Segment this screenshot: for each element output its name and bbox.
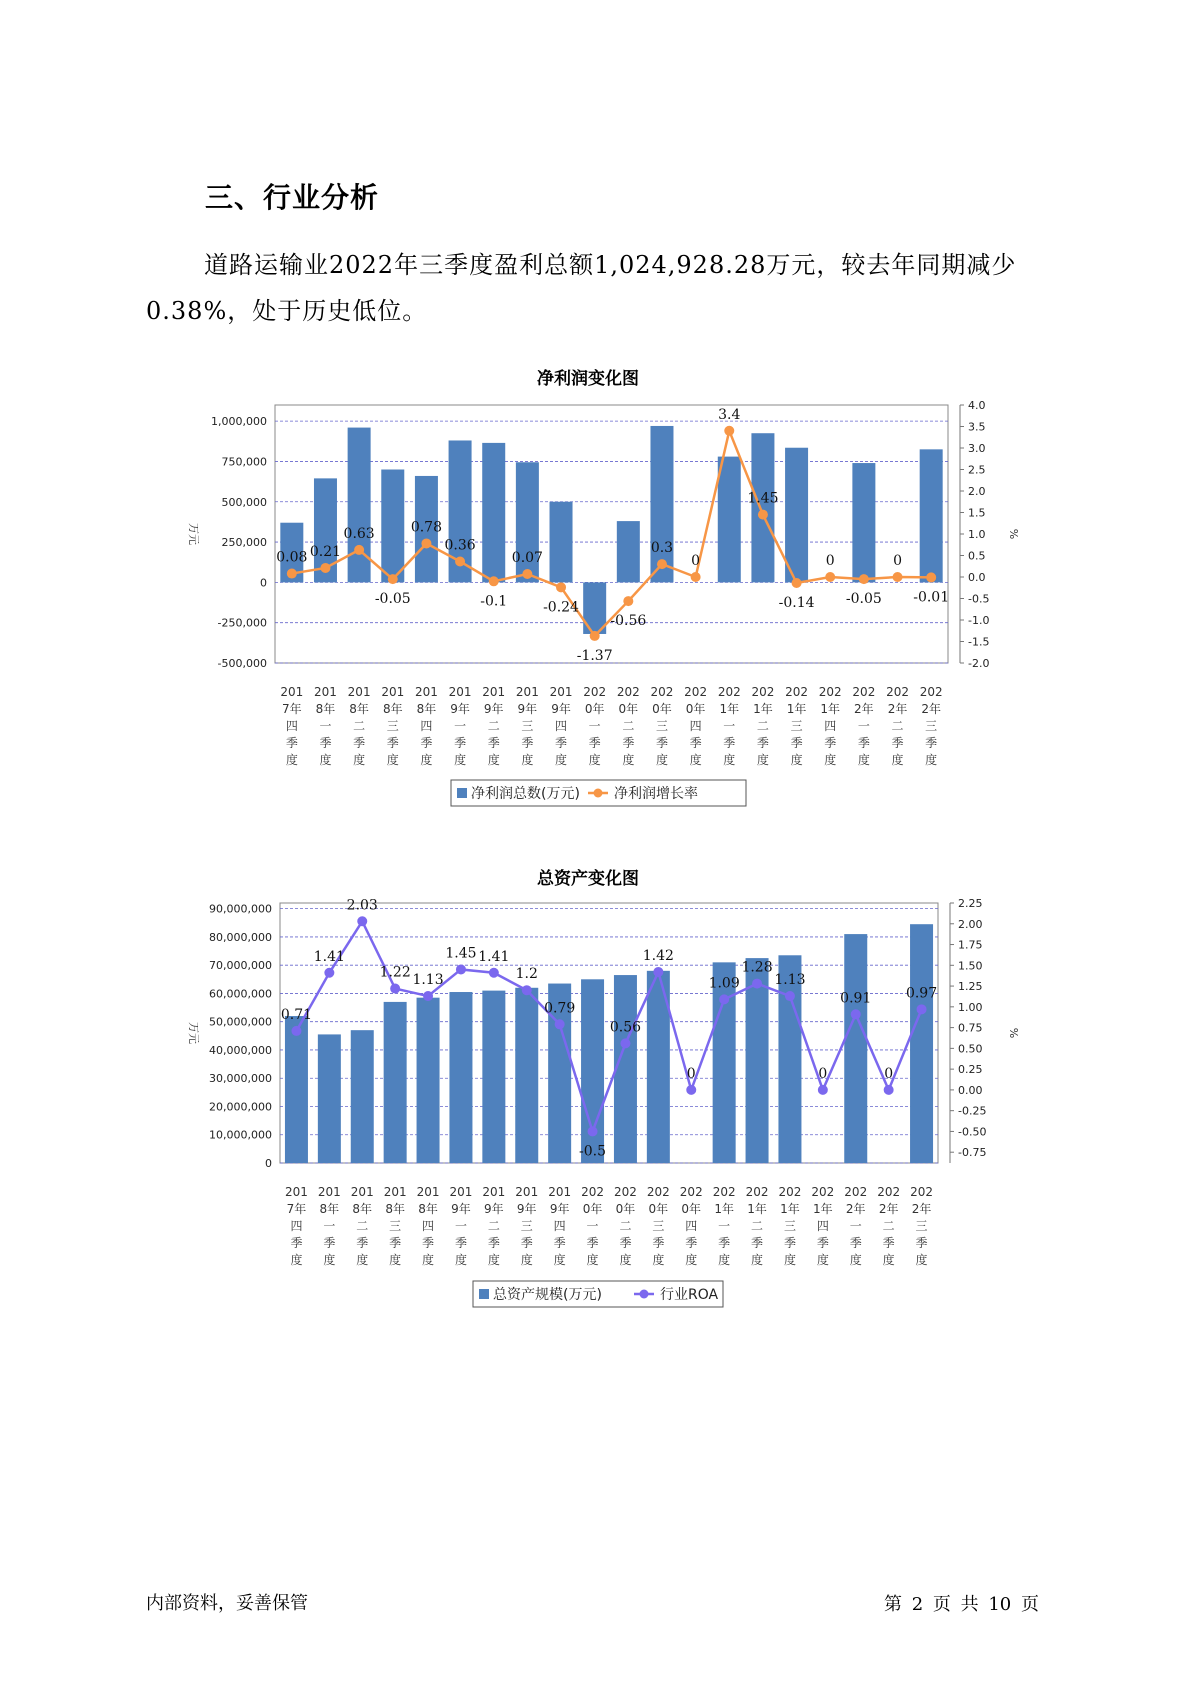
y2-tick-label: 2.0 xyxy=(968,485,986,498)
legend-line-label: 行业ROA xyxy=(660,1287,719,1303)
y2-tick-label: 3.0 xyxy=(968,442,986,455)
data-label: 0.21 xyxy=(309,543,342,560)
y-tick-label: 30,000,000 xyxy=(209,1072,272,1086)
x-tick-label: 201 9年三季度 xyxy=(515,685,539,767)
y-tick-label: 20,000,000 xyxy=(209,1100,272,1114)
data-label: -0.5 xyxy=(579,1143,607,1160)
bar xyxy=(713,962,736,1163)
y-tick-label: 90,000,000 xyxy=(209,902,272,916)
line-point xyxy=(324,968,334,978)
data-label: 0.56 xyxy=(609,1019,642,1036)
y2-axis-label: % xyxy=(1007,528,1020,540)
line-point xyxy=(489,968,499,978)
data-label: 0.71 xyxy=(280,1006,313,1023)
x-tick-label: 202 0年二季度 xyxy=(613,1185,637,1267)
x-tick-label: 202 0年一季度 xyxy=(583,685,607,767)
x-tick-label: 201 9年一季度 xyxy=(449,1185,473,1267)
x-tick-label: 202 1年四季度 xyxy=(818,685,842,767)
legend-bar-label: 总资产规模(万元) xyxy=(493,1287,602,1303)
x-tick-label: 201 9年四季度 xyxy=(549,685,573,767)
y-tick-label: 250,000 xyxy=(221,536,267,550)
y2-tick-label: 3.5 xyxy=(968,420,986,434)
y2-tick-label: 0.5 xyxy=(968,549,986,563)
data-label: 1.09 xyxy=(708,975,740,992)
x-tick-label: 202 2年二季度 xyxy=(877,1185,901,1267)
x-tick-label: 202 2年二季度 xyxy=(886,685,909,767)
x-tick-label: 201 8年四季度 xyxy=(416,1185,440,1267)
x-tick-label: 202 0年二季度 xyxy=(616,685,640,767)
y2-tick-label: 0.00 xyxy=(958,1083,983,1097)
y2-tick-label: -2.0 xyxy=(968,657,990,670)
x-tick-label: 202 1年三季度 xyxy=(778,1185,802,1267)
bar xyxy=(910,924,933,1163)
y2-tick-label: 0.75 xyxy=(958,1021,983,1035)
data-label: -0.05 xyxy=(374,591,411,608)
y2-tick-label: 1.00 xyxy=(958,1000,983,1014)
data-label: 0 xyxy=(884,1065,894,1082)
data-label: -0.14 xyxy=(778,595,815,612)
y2-tick-label: 0.0 xyxy=(968,571,986,584)
x-tick-label: 201 9年三季度 xyxy=(515,1185,539,1267)
x-tick-label: 201 8年三季度 xyxy=(381,685,405,767)
y2-tick-label: -0.5 xyxy=(968,592,990,606)
data-label: 3.4 xyxy=(718,406,741,423)
line-point xyxy=(456,964,466,974)
bar xyxy=(417,998,440,1163)
x-tick-label: 201 9年四季度 xyxy=(548,1185,572,1267)
legend-line-label: 净利润增长率 xyxy=(614,786,698,802)
line-point xyxy=(390,984,400,994)
y2-tick-label: 1.0 xyxy=(968,528,986,541)
y2-tick-label: -0.50 xyxy=(958,1125,987,1139)
bar xyxy=(384,1002,407,1163)
data-label: 1.42 xyxy=(642,947,674,964)
data-label: 0 xyxy=(893,553,902,569)
data-label: 1.45 xyxy=(747,490,779,507)
y2-tick-label: -1.5 xyxy=(968,635,990,649)
x-tick-label: 202 1年一季度 xyxy=(712,1185,736,1267)
x-tick-label: 202 0年三季度 xyxy=(646,1185,670,1267)
line-point xyxy=(686,1085,696,1095)
bar xyxy=(285,1016,308,1163)
x-tick-label: 202 1年二季度 xyxy=(751,685,775,767)
x-tick-label: 202 1年一季度 xyxy=(717,685,741,767)
data-label: 1.22 xyxy=(379,964,411,981)
y2-tick-label: -0.25 xyxy=(958,1104,987,1118)
data-label: 0.08 xyxy=(276,549,308,566)
data-label: 0 xyxy=(691,553,701,569)
x-tick-label: 201 7年四季度 xyxy=(280,685,304,767)
line-point xyxy=(917,1004,927,1014)
x-tick-label: 202 0年四季度 xyxy=(679,1185,703,1267)
data-label: 0.07 xyxy=(511,549,543,566)
data-label: 1.28 xyxy=(741,959,773,976)
y2-tick-label: 1.50 xyxy=(958,959,983,973)
data-label: 2.03 xyxy=(346,897,378,914)
x-tick-label: 201 9年一季度 xyxy=(448,685,472,767)
summary-paragraph: 道路运输业2022年三季度盈利总额1,024,928.28万元，较去年同期减少0.38%，处于历史低位。 xyxy=(146,251,1017,325)
y2-tick-label: 2.5 xyxy=(968,463,986,477)
y-tick-label: -250,000 xyxy=(217,616,267,630)
x-tick-label: 202 0年四季度 xyxy=(684,685,708,767)
line-point xyxy=(620,1038,630,1048)
y2-tick-label: 1.75 xyxy=(958,938,983,952)
data-label: 1.13 xyxy=(412,972,444,989)
section-heading: 三、行业分析 xyxy=(205,181,380,214)
y-tick-label: 0 xyxy=(265,1157,272,1170)
bar xyxy=(746,958,769,1163)
y2-tick-label: -0.75 xyxy=(958,1146,987,1160)
data-label: 0 xyxy=(825,553,835,569)
y2-tick-label: 2.00 xyxy=(958,917,983,931)
bar xyxy=(614,975,637,1163)
y-tick-label: 80,000,000 xyxy=(209,930,272,944)
y-tick-label: 1,000,000 xyxy=(211,415,267,429)
y2-tick-label: 1.25 xyxy=(958,980,983,994)
data-label: 0.36 xyxy=(444,537,476,554)
data-label: 1.13 xyxy=(774,972,806,989)
x-tick-label: 201 9年二季度 xyxy=(482,1185,506,1267)
data-label: -0.56 xyxy=(610,613,647,630)
y2-tick-label: 2.25 xyxy=(958,897,983,910)
x-tick-label: 201 8年四季度 xyxy=(414,685,438,767)
y-tick-label: 10,000,000 xyxy=(209,1128,272,1142)
y-tick-label: 0 xyxy=(260,576,267,590)
legend-bar-swatch xyxy=(479,1289,489,1299)
y2-tick-label: 0.50 xyxy=(958,1042,983,1056)
data-label: -1.37 xyxy=(576,647,613,664)
legend-bar-label: 净利润总数(万元) xyxy=(471,786,580,802)
bar xyxy=(318,1034,341,1163)
x-tick-label: 201 8年三季度 xyxy=(383,1185,407,1267)
line-point xyxy=(588,1126,598,1136)
assets-chart-title: 总资产变化图 xyxy=(537,869,639,889)
x-tick-label: 202 1年二季度 xyxy=(745,1185,769,1267)
y2-tick-label: -1.0 xyxy=(968,614,990,627)
line-point xyxy=(785,991,795,1001)
bar xyxy=(515,988,538,1163)
bar xyxy=(449,992,472,1163)
line-point xyxy=(818,1085,828,1095)
x-tick-label: 202 2年三季度 xyxy=(919,685,943,767)
data-label: 0.63 xyxy=(343,525,375,542)
legend-line-marker xyxy=(640,1290,649,1299)
data-label: 0 xyxy=(686,1065,696,1082)
footer-page-number: 第 2 页 共 10 页 xyxy=(884,1594,1039,1615)
x-tick-label: 202 2年一季度 xyxy=(852,685,876,767)
line-point xyxy=(752,979,762,989)
x-tick-label: 202 0年三季度 xyxy=(650,685,674,767)
y-tick-label: 500,000 xyxy=(221,495,267,509)
bar xyxy=(482,991,505,1163)
line-point xyxy=(522,985,532,995)
bar xyxy=(351,1030,374,1163)
line-point xyxy=(884,1085,894,1095)
y-tick-label: 50,000,000 xyxy=(209,1015,272,1029)
x-tick-label: 202 2年一季度 xyxy=(844,1185,868,1267)
data-label: 1.41 xyxy=(313,948,345,965)
x-tick-label: 201 8年一季度 xyxy=(317,1185,341,1267)
data-label: -0.1 xyxy=(480,593,508,610)
y2-tick-label: 1.5 xyxy=(968,506,986,520)
y2-tick-label: 4.0 xyxy=(968,399,986,412)
bar xyxy=(844,934,867,1163)
data-label: 0.97 xyxy=(905,985,938,1002)
x-tick-label: 202 1年四季度 xyxy=(811,1185,835,1267)
x-tick-label: 201 7年四季度 xyxy=(284,1185,308,1267)
line-point xyxy=(357,916,367,926)
y-axis-label: 万元 xyxy=(187,523,200,545)
line-point xyxy=(423,991,433,1001)
data-label: 0 xyxy=(818,1065,828,1082)
y-tick-label: -500,000 xyxy=(217,657,267,670)
data-label: 0.78 xyxy=(410,519,443,536)
line-point xyxy=(851,1009,861,1019)
y-tick-label: 40,000,000 xyxy=(209,1043,272,1057)
y-tick-label: 750,000 xyxy=(221,455,267,469)
y2-tick-label: 0.25 xyxy=(958,1063,983,1077)
y-axis-label: 万元 xyxy=(187,1022,200,1044)
line-point xyxy=(719,994,729,1004)
y2-axis-label: % xyxy=(1007,1027,1020,1039)
data-label: 1.41 xyxy=(478,948,510,965)
y-tick-label: 60,000,000 xyxy=(209,987,272,1001)
x-tick-label: 201 8年二季度 xyxy=(350,1185,374,1267)
data-label: 1.2 xyxy=(515,966,538,983)
x-tick-label: 202 1年三季度 xyxy=(785,685,809,767)
footer-confidential: 内部资料，妥善保管 xyxy=(146,1593,308,1614)
data-label: -0.01 xyxy=(913,589,950,606)
data-label: -0.05 xyxy=(845,591,882,608)
data-label: 0.3 xyxy=(650,540,674,557)
data-label: 0.79 xyxy=(544,1000,576,1017)
line-point xyxy=(291,1026,301,1036)
data-label: 0.91 xyxy=(840,990,872,1007)
y-tick-label: 70,000,000 xyxy=(209,959,272,973)
line-point xyxy=(555,1019,565,1029)
x-tick-label: 201 8年一季度 xyxy=(314,685,337,767)
profit-chart-title: 净利润变化图 xyxy=(537,369,639,389)
x-tick-label: 202 0年一季度 xyxy=(581,1185,605,1267)
data-label: 1.45 xyxy=(445,945,477,962)
x-tick-label: 202 2年三季度 xyxy=(910,1185,934,1267)
data-label: -0.24 xyxy=(543,599,579,616)
x-tick-label: 201 8年二季度 xyxy=(347,685,371,767)
x-tick-label: 201 9年二季度 xyxy=(482,685,506,767)
line-point xyxy=(653,967,663,977)
